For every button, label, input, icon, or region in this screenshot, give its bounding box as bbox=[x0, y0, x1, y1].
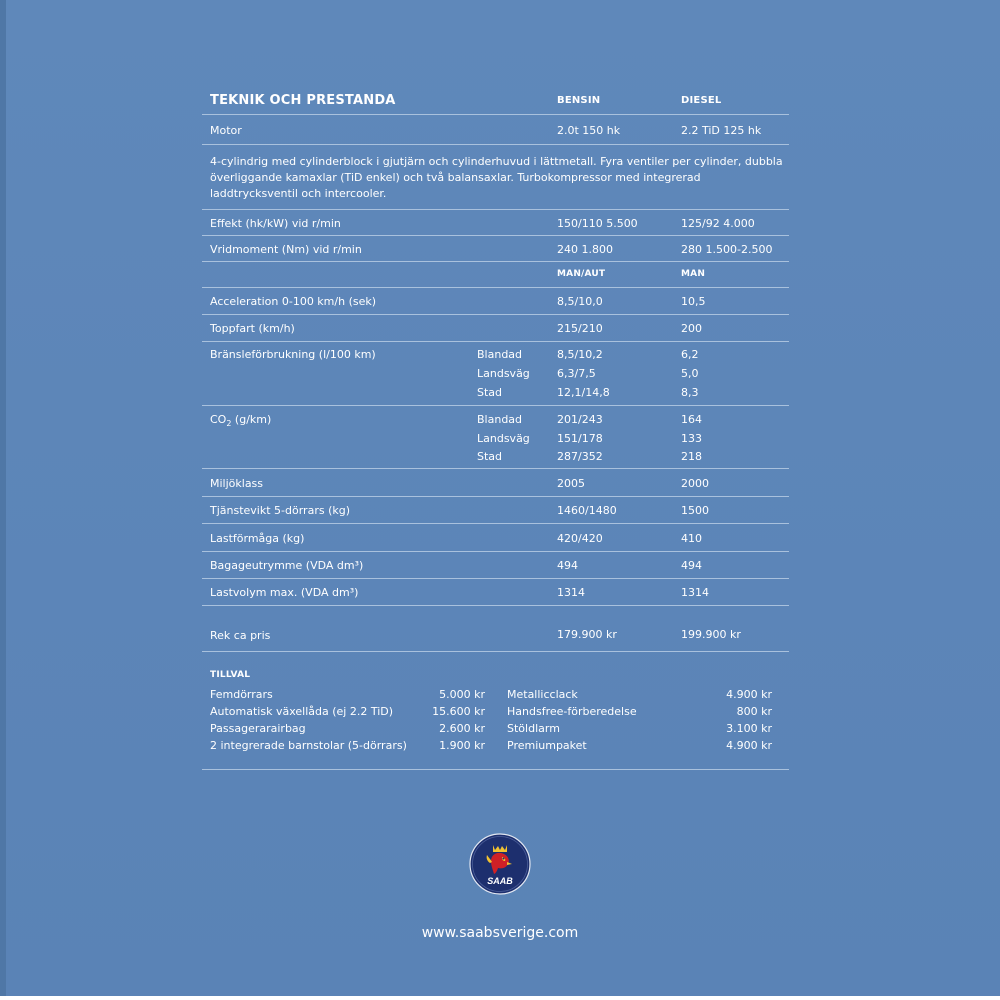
bagage-bensin: 494 bbox=[557, 559, 578, 572]
option-price: 800 kr bbox=[736, 705, 772, 718]
trans-header-bensin: MAN/AUT bbox=[557, 269, 606, 279]
option-name: Handsfree-förberedelse bbox=[507, 705, 637, 718]
effekt-label: Effekt (hk/kW) vid r/min bbox=[210, 217, 341, 230]
tjanstevikt-bensin: 1460/1480 bbox=[557, 504, 617, 517]
motor-diesel: 2.2 TiD 125 hk bbox=[681, 124, 762, 137]
motor-bensin: 2.0t 150 hk bbox=[557, 124, 621, 137]
miljoklass-diesel: 2000 bbox=[681, 477, 709, 490]
miljoklass-bensin: 2005 bbox=[557, 477, 585, 490]
fuel-sub: Stad bbox=[477, 386, 503, 399]
vridmoment-bensin: 240 1.800 bbox=[557, 243, 613, 256]
acceleration-diesel: 10,5 bbox=[681, 295, 706, 308]
vridmoment-diesel: 280 1.500-2.500 bbox=[681, 243, 773, 256]
fuel-label: Bränsleförbrukning (l/100 km) bbox=[210, 348, 376, 361]
toppfart-label: Toppfart (km/h) bbox=[210, 322, 295, 335]
lastformaga-bensin: 420/420 bbox=[557, 532, 603, 545]
co2-sub: Blandad bbox=[477, 413, 523, 426]
divider bbox=[202, 114, 789, 115]
divider bbox=[202, 468, 789, 469]
co2-bensin: 151/178 bbox=[557, 432, 603, 445]
divider bbox=[202, 235, 789, 236]
fuel-bensin: 6,3/7,5 bbox=[557, 367, 596, 380]
option-price: 2.600 kr bbox=[439, 722, 485, 735]
divider bbox=[202, 769, 789, 770]
option-name: Metallicclack bbox=[507, 688, 578, 701]
divider bbox=[202, 651, 789, 652]
lastvolym-diesel: 1314 bbox=[681, 586, 709, 599]
col-header-diesel: DIESEL bbox=[681, 95, 722, 106]
divider bbox=[202, 496, 789, 497]
co2-diesel: 218 bbox=[681, 450, 702, 463]
fuel-sub: Landsväg bbox=[477, 367, 530, 380]
option-price: 3.100 kr bbox=[726, 722, 772, 735]
pris-label: Rek ca pris bbox=[210, 629, 271, 642]
divider bbox=[202, 605, 789, 606]
option-price: 4.900 kr bbox=[726, 739, 772, 752]
acceleration-bensin: 8,5/10,0 bbox=[557, 295, 603, 308]
svg-text:SAAB: SAAB bbox=[487, 876, 513, 886]
col-header-bensin: BENSIN bbox=[557, 95, 601, 106]
co2-diesel: 133 bbox=[681, 432, 702, 445]
effekt-diesel: 125/92 4.000 bbox=[681, 217, 755, 230]
engine-description: 4-cylindrig med cylinderblock i gjutjärn och cylinderhuvud i lättmetall. Fyra ventiler per cylinder, dubbla överliggande kamaxlar (TiD enkel) och två balansaxlar. Turbokompressor med integrerad laddtrycksventil och intercooler. bbox=[210, 155, 783, 200]
toppfart-diesel: 200 bbox=[681, 322, 702, 335]
option-name: Stöldlarm bbox=[507, 722, 560, 735]
co2-sub: Stad bbox=[477, 450, 503, 463]
option-name: Femdörrars bbox=[210, 688, 273, 701]
section-title: TEKNIK OCH PRESTANDA bbox=[210, 93, 396, 108]
divider bbox=[202, 287, 789, 288]
motor-label: Motor bbox=[210, 124, 242, 137]
divider bbox=[202, 523, 789, 524]
page-edge bbox=[0, 0, 6, 1000]
divider bbox=[202, 341, 789, 342]
option-name: Automatisk växellåda (ej 2.2 TiD) bbox=[210, 705, 394, 718]
option-name: 2 integrerade barnstolar (5-dörrars) bbox=[210, 739, 407, 752]
page-bottom-edge bbox=[0, 996, 1000, 1000]
saab-logo bbox=[469, 833, 531, 895]
lastvolym-bensin: 1314 bbox=[557, 586, 585, 599]
divider bbox=[202, 551, 789, 552]
co2-bensin: 287/352 bbox=[557, 450, 603, 463]
divider bbox=[202, 314, 789, 315]
bagage-diesel: 494 bbox=[681, 559, 702, 572]
toppfart-bensin: 215/210 bbox=[557, 322, 603, 335]
tjanstevikt-label: Tjänstevikt 5-dörrars (kg) bbox=[210, 504, 351, 517]
option-price: 1.900 kr bbox=[439, 739, 485, 752]
acceleration-label: Acceleration 0-100 km/h (sek) bbox=[210, 295, 377, 308]
divider bbox=[202, 261, 789, 262]
lastvolym-label: Lastvolym max. (VDA dm³) bbox=[210, 586, 359, 599]
fuel-bensin: 12,1/14,8 bbox=[557, 386, 610, 399]
option-price: 15.600 kr bbox=[432, 705, 485, 718]
tjanstevikt-diesel: 1500 bbox=[681, 504, 709, 517]
fuel-diesel: 6,2 bbox=[681, 348, 699, 361]
effekt-bensin: 150/110 5.500 bbox=[557, 217, 638, 230]
co2-bensin: 201/243 bbox=[557, 413, 603, 426]
co2-sub: Landsväg bbox=[477, 432, 530, 445]
lastformaga-diesel: 410 bbox=[681, 532, 702, 545]
divider bbox=[202, 578, 789, 579]
pris-diesel: 199.900 kr bbox=[681, 628, 741, 641]
divider bbox=[202, 144, 789, 145]
miljoklass-label: Miljöklass bbox=[210, 477, 264, 490]
option-price: 4.900 kr bbox=[726, 688, 772, 701]
trans-header-diesel: MAN bbox=[681, 269, 706, 279]
vridmoment-label: Vridmoment (Nm) vid r/min bbox=[210, 243, 362, 256]
option-price: 5.000 kr bbox=[439, 688, 485, 701]
tillval-heading: TILLVAL bbox=[210, 670, 251, 680]
pris-bensin: 179.900 kr bbox=[557, 628, 617, 641]
divider bbox=[202, 209, 789, 210]
fuel-diesel: 8,3 bbox=[681, 386, 699, 399]
fuel-sub: Blandad bbox=[477, 348, 523, 361]
option-name: Premiumpaket bbox=[507, 739, 587, 752]
lastformaga-label: Lastförmåga (kg) bbox=[210, 532, 305, 545]
fuel-diesel: 5,0 bbox=[681, 367, 699, 380]
divider bbox=[202, 405, 789, 406]
fuel-bensin: 8,5/10,2 bbox=[557, 348, 603, 361]
option-name: Passagerarairbag bbox=[210, 722, 306, 735]
co2-diesel: 164 bbox=[681, 413, 702, 426]
website-url: www.saabsverige.com bbox=[421, 925, 579, 941]
bagage-label: Bagageutrymme (VDA dm³) bbox=[210, 559, 364, 572]
co2-label: $CO_2$ (g/km) bbox=[210, 413, 272, 429]
